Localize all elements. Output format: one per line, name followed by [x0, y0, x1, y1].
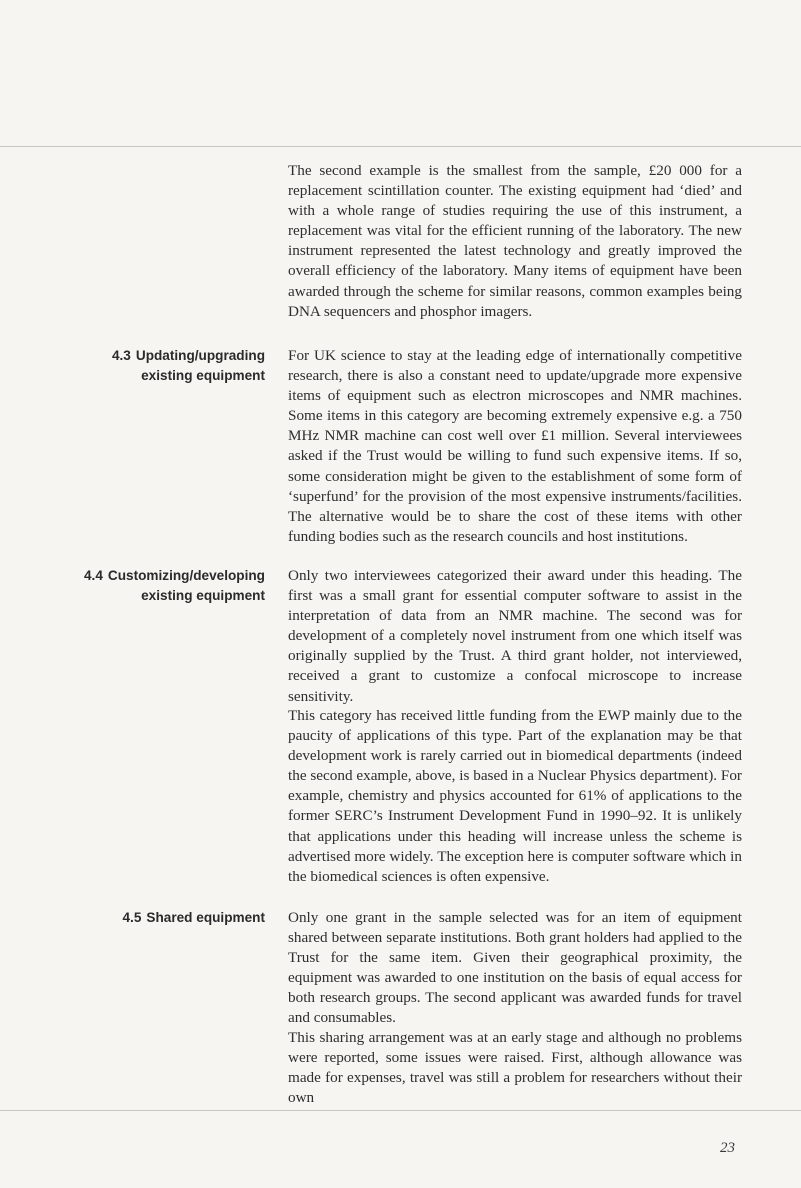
section-4-4-heading [60, 566, 265, 606]
intro-paragraph: The second example is the smallest from the sample, £20 000 for a replacement scintillation counter. The existing equipment had ‘died’ and with a whole range of studies requiring the use of this instrument, a replacement was vital for the efficient running of the laboratory. The new instrument represented the latest technology and greatly improved the overall efficiency of the laboratory. Many items of equipment have been awarded through the scheme for similar reasons, common examples being DNA sequencers and phosphor imagers. [288, 162, 742, 320]
section-title-line2: existing equipment [141, 588, 265, 603]
section-title-line2: existing equipment [141, 368, 265, 383]
bottom-rule [0, 1110, 801, 1111]
section-4-5-paragraph-1: Only one grant in the sample selected was for an item of equipment shared between separate institutions. Both grant holders had applied to the Trust for the same item. Given their geographical proximity, the equipment was awarded to one institution on the basis of equal access for both research groups. The second applicant was awarded funds for travel and consumables. [288, 909, 742, 1027]
section-title-line1: Customizing/developing [107, 568, 265, 583]
section-4-3-heading [60, 346, 265, 386]
page-number: 23 [720, 1140, 735, 1156]
section-number: 4.3 [111, 348, 131, 363]
section-4-3-paragraph-1: For UK science to stay at the leading edge of internationally competitive research, there is also a constant need to update/upgrade more expensive items of equipment such as electron microscopes and NMR machines. Some items in this category are becoming extremely expensive e.g. a 750 MHz NMR machine can cost well over £1 million. Several interviewees asked if the Trust would be willing to fund such expensive items. If so, some consideration might be given to the establishment of some form of ‘superfund’ for the provision of the most expensive instruments/facilities. The alternative would be to share the cost of these items with other funding bodies such as the research councils and host institutions. [288, 347, 742, 545]
section-4-4-paragraph-1: Only two interviewees categorized their award under this heading. The first was a small grant for essential computer software to assist in the interpretation of data from an NMR machine. The second was for development of a completely novel instrument from one which itself was originally supplied by the Trust. A third grant holder, not interviewed, received a grant to customize a confocal microscope to increase sensitivity. [288, 567, 742, 705]
section-title-line1: Updating/upgrading [135, 348, 265, 363]
section-number: 4.4 [84, 568, 103, 583]
section-4-5-heading [60, 908, 265, 928]
section-4-4-paragraph-2: This category has received little funding from the EWP mainly due to the paucity of applications of this type. Part of the explanation may be that development work is rarely carried out in biomedical departments (indeed the second example, above, is based in a Nuclear Physics department). For example, chemistry and physics accounted for 61% of applications to the former SERC’s Instrument Development Fund in 1990–92. It is unlikely that applications under this heading will increase unless the scheme is advertised more widely. The exception here is computer software which in the biomedical sciences is often expensive. [288, 707, 742, 885]
section-title-line1: Shared equipment [146, 910, 265, 925]
section-number: 4.5 [122, 910, 142, 925]
section-4-5-paragraph-2: This sharing arrangement was at an early stage and although no problems were reported, some issues were raised. First, although allowance was made for expenses, travel was still a problem for researchers without their own [288, 1029, 742, 1107]
top-rule [0, 146, 801, 147]
